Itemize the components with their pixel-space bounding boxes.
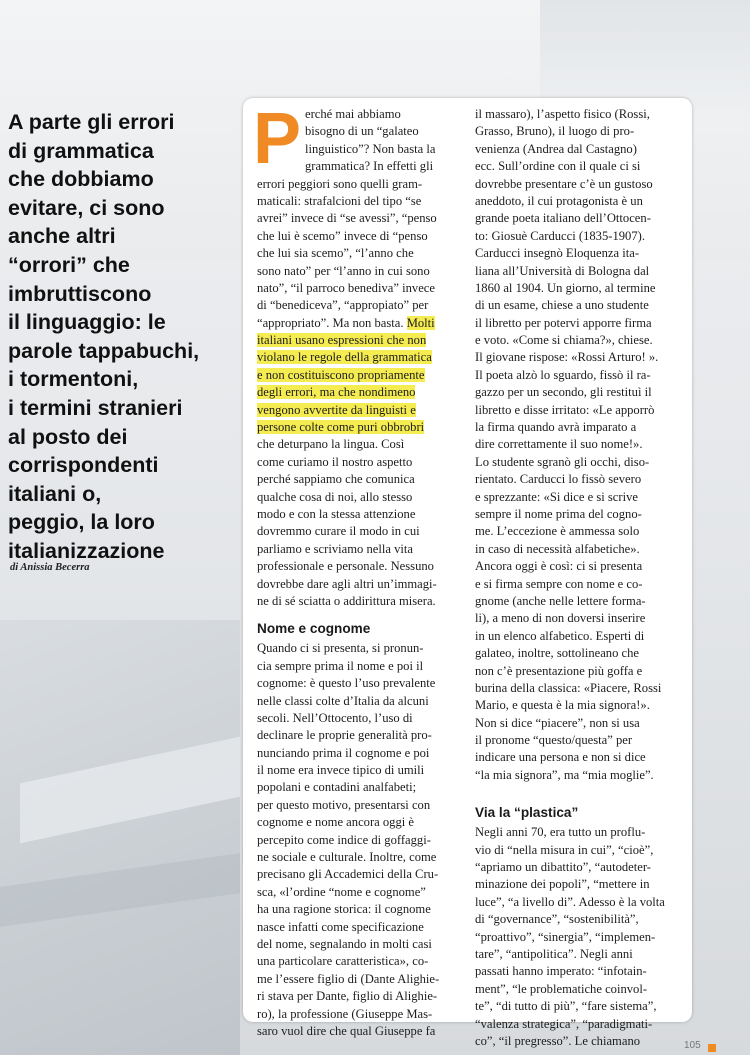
text-line: il nome era invece tipico di umili — [257, 763, 425, 778]
text-line: cia sempre prima il nome e poi il — [257, 658, 424, 673]
article-column-2 — [475, 106, 679, 1050]
text-line: “apriamo un dibattito”, “autodeter- — [475, 860, 651, 875]
text-line: grammatica? In effetti gli — [305, 159, 434, 174]
text-line: sempre il nome prima del cogno- — [475, 506, 642, 521]
text-line: liana all’Università di Bologna dal — [475, 263, 650, 278]
text-line: di “benediceva”, “appropiato” per — [257, 298, 429, 313]
text-line: te”, “di tutto di più”, “fare sistema”, — [475, 999, 657, 1014]
headline-line: che dobbiamo — [8, 167, 154, 192]
text-line: me. L’eccezione è ammessa solo — [475, 524, 640, 539]
text-line: Non si dice “piacere”, non si usa — [475, 715, 640, 730]
text-line: galateo, inoltre, sottolineano che — [475, 646, 640, 661]
text-line: ro), la professione (Giuseppe Mas- — [257, 1006, 433, 1021]
text-line: Negli anni 70, era tutto un proflu- — [475, 825, 646, 840]
text-line — [257, 419, 469, 436]
text-line: in un elenco alfabetico. Esperti di — [475, 628, 645, 643]
page-marker — [708, 1044, 716, 1052]
text-line: qualche cosa di noi, allo stesso — [257, 489, 413, 504]
text-line: vio di “nella misura in cui”, “cioè”, — [475, 842, 654, 857]
text-line: gazzo per un secondo, gli restituì il — [475, 385, 652, 400]
headline-line: italianizzazione — [8, 538, 165, 563]
text-line: non c’è presentazione più goffa e — [475, 663, 643, 678]
text-line: Il poeta alzò lo sguardo, fissò il ra- — [475, 367, 651, 382]
text-line: Ancora oggi è così: ci si presenta — [475, 559, 643, 574]
text-line: aneddoto, il cui protagonista è un — [475, 193, 643, 208]
text-line: minazione dei popoli”, “mettere in — [475, 877, 650, 892]
text-line: linguistico”? Non basta la — [305, 141, 436, 156]
text-line: che lui sia scemo”, “l’anno che — [257, 246, 414, 261]
highlighted-text: e non costituiscono propriamente — [257, 367, 425, 382]
text-line: e voto. «Come si chiama?», chiese. — [475, 333, 653, 348]
text-line: “appropriato”. Ma non basta. Molti — [257, 315, 435, 330]
text-line — [257, 332, 469, 349]
text-line: “la mia signora”, ma “mia moglie”. — [475, 767, 654, 782]
text-line: ment”, “le problematiche coinvol- — [475, 981, 648, 996]
headline-line: imbruttiscono — [8, 281, 152, 306]
text-line: percepito come indice di goffaggi- — [257, 832, 431, 847]
text-line: “valenza strategica”, “paradigmati- — [475, 1016, 653, 1031]
text-line: indicare una persona e non si dice — [475, 750, 646, 765]
article-body-panel — [243, 98, 692, 1048]
text-line: ne di sé sciatta o addirittura misera. — [257, 593, 436, 608]
text-line: popolani e contadini analfabeti; — [257, 780, 417, 795]
headline-line: anche altri — [8, 224, 116, 249]
text-line: passati hanno imperato: “infotain- — [475, 964, 647, 979]
text-line: una particolare caratteristica», co- — [257, 954, 429, 969]
text-line: e sprezzante: «Si dice e si scrive — [475, 489, 638, 504]
text-line — [257, 402, 469, 419]
text-line: nunciando prima il cognome e poi — [257, 745, 430, 760]
text-line: che lui è scemo” invece di “penso — [257, 228, 428, 243]
text-line: come curiamo il nostro aspetto — [257, 454, 413, 469]
text-line — [257, 384, 469, 401]
headline-line: peggio, la loro — [8, 510, 155, 535]
text-line: Grasso, Bruno), il luogo di pro- — [475, 124, 635, 139]
text-line: maticali: strafalcioni del tipo “se — [257, 193, 422, 208]
text-line: per questo motivo, presentarsi con — [257, 797, 431, 812]
text-line: li), a meno di non doversi inserire — [475, 611, 646, 626]
text-line: Il giovane rispose: «Rossi Arturo! ». — [475, 350, 659, 365]
text-line: gnome (anche nelle lettere forma- — [475, 593, 646, 608]
text-line: nelle classi colte d’Italia da alcuni — [257, 693, 429, 708]
highlighted-text: Molti — [406, 315, 435, 330]
text-line: ecc. Sull’ordine con il quale ci si — [475, 159, 641, 174]
text-line: che deturpano la lingua. Così — [257, 437, 405, 452]
text-line: di un esame, chiese a uno studente — [475, 298, 649, 313]
text-line: Quando ci si presenta, si pronun- — [257, 641, 424, 656]
text-line: errori peggiori sono quelli gram- — [257, 176, 423, 191]
headline-line: i tormentoni, — [8, 367, 139, 392]
headline-line: A parte gli errori — [8, 110, 175, 134]
text-line: secoli. Nell’Ottocento, l’uso di — [257, 710, 413, 725]
headline-line: parole tappabuchi, — [8, 338, 200, 363]
byline: di Anissia Becerra — [10, 562, 90, 573]
text-line: declinare le proprie generalità pro- — [257, 728, 432, 743]
text-line: erché mai abbiamo — [305, 107, 401, 121]
text-line: nato”, “il parroco benediva” invece — [257, 280, 435, 295]
text-line: rientato. Carducci lo fissò severo — [475, 472, 642, 487]
text-line: del nome, segnalando in molti casi — [257, 936, 432, 951]
text-line: 1860 al 1904. Un giorno, al termine — [475, 280, 656, 295]
text-line: il massaro), l’aspetto fisico (Rossi, — [475, 107, 650, 121]
text-line: la firma quando avrà imparato a — [475, 420, 637, 435]
text-line: libretto e disse irritato: «Le apporrò — [475, 402, 655, 417]
text-line: parliamo e scriviamo nella vita — [257, 541, 413, 556]
text-line: precisano gli Accademici della Cru- — [257, 867, 439, 882]
text-line — [257, 367, 469, 384]
text-line — [257, 349, 469, 366]
section-subhead: Nome e cognome — [257, 621, 371, 637]
headline-line: il linguaggio: le — [8, 310, 166, 335]
text-line: cognome: è questo l’uso prevalente — [257, 676, 436, 691]
text-line: professionale e personale. Nessuno — [257, 559, 434, 574]
highlighted-text: persone colte come puri obbrobri — [257, 420, 425, 435]
headline-line: italiani o, — [8, 481, 102, 506]
highlighted-text: degli errori, ma che nondimeno — [257, 385, 416, 400]
text-line: venienza (Andrea dal Castagno) — [475, 141, 637, 156]
headline-line: “orrori” che — [8, 252, 130, 277]
spacer — [475, 784, 679, 794]
headline-line: di grammatica — [8, 138, 154, 163]
text-line: Lo studente sgranò gli occhi, diso- — [475, 454, 650, 469]
text-line: tare”, “antipolitica”. Negli anni — [475, 946, 633, 961]
headline-line: i termini stranieri — [8, 395, 183, 420]
text-line: me l’essere figlio di (Dante Alighie- — [257, 971, 440, 986]
text-line: perché sappiamo che comunica — [257, 472, 415, 487]
text-line: luce”, “a livello di”. Adesso è la volta — [475, 894, 665, 909]
text-line: di “governance”, “sostenibilità”, — [475, 912, 639, 927]
text-line: to: Giosuè Carducci (1835-1907). — [475, 228, 645, 243]
text-line: dovrebbe dare agli altri un’immagi- — [257, 576, 437, 591]
text-line: e si firma sempre con nome e co- — [475, 576, 643, 591]
text-line: burina della classica: «Piacere, Rossi — [475, 680, 662, 695]
text-line: nasce infatti come specificazione — [257, 919, 424, 934]
text-line: bisogno di un “galateo — [305, 124, 419, 139]
text-line: “proattivo”, “sinergia”, “implemen- — [475, 929, 656, 944]
text-line: ha una ragione storica: il cognome — [257, 902, 431, 917]
text-line: sca, «l’ordine “nome e cognome” — [257, 884, 426, 899]
text-line: grande poeta italiano dell’Ottocen- — [475, 211, 651, 226]
text-line: dovrebbe presentare c’è un gustoso — [475, 176, 653, 191]
text-line: sono nato” per “l’anno in cui sono — [257, 263, 430, 278]
section-subhead: Via la “plastica” — [475, 805, 579, 821]
drop-cap: P — [253, 99, 302, 179]
headline-line: corrispondenti — [8, 453, 159, 478]
article-headline — [8, 108, 240, 566]
headline-line: al posto dei — [8, 424, 128, 449]
text-line: dire correttamente il suo nome!». — [475, 437, 643, 452]
text-line: ne sociale e culturale. Inoltre, come — [257, 850, 437, 865]
highlighted-text: italiani usano espressioni che non — [257, 333, 427, 348]
text-line: avrei” invece di “se avessi”, “penso — [257, 211, 437, 226]
headline-line: evitare, ci sono — [8, 195, 165, 220]
text-line: il libretto per potervi apporre firma — [475, 315, 652, 330]
text-line: saro vuol dire che qual Giuseppe fa — [257, 1023, 436, 1038]
text-line: in caso di necessità alfabetiche». — [475, 541, 640, 556]
highlighted-text: vengono avvertite da linguisti e — [257, 402, 416, 417]
text-line: cognome e nome ancora oggi è — [257, 815, 415, 830]
text-line: co”, “il pregresso”. Le chiamano — [475, 1033, 641, 1048]
highlighted-text: violano le regole della grammatica — [257, 350, 432, 365]
text-line: dovremmo curare il modo in cui — [257, 524, 420, 539]
text-line: il pronome “questo/questa” per — [475, 733, 633, 748]
text-line: ri stava per Dante, figlio di Alighie- — [257, 989, 438, 1004]
text-line: modo e con la stessa attenzione — [257, 506, 416, 521]
text-line: Carducci insegnò Eloquenza ita- — [475, 246, 640, 261]
page-number: 105 — [684, 1040, 701, 1051]
text-line: Mario, e questa è la mia signora!». — [475, 698, 650, 713]
article-column-1 — [257, 106, 469, 1040]
